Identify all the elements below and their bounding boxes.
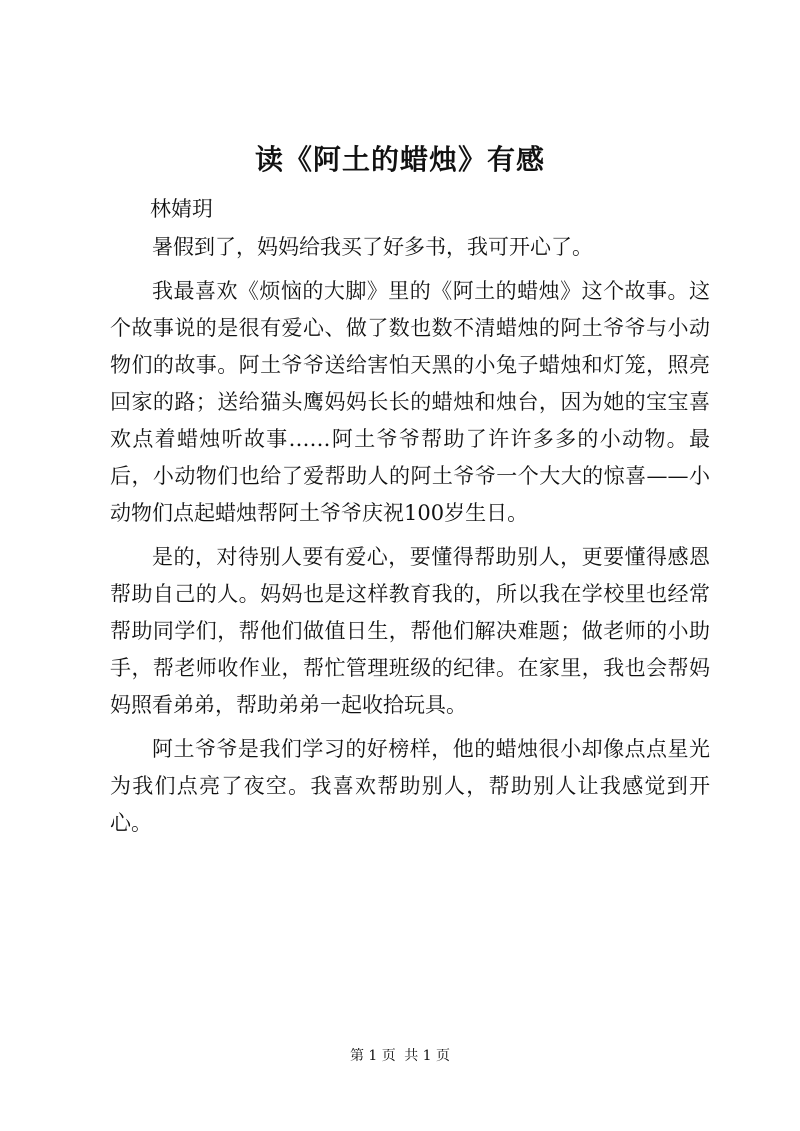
document-body [110,229,710,849]
author-name: 林婧玥 [150,197,213,221]
paragraph-4: 阿土爷爷是我们学习的好榜样，他的蜡烛很小却像点点星光为我们点亮了夜空。我喜欢帮助别人，帮助别人让我感觉到开心。 [110,737,710,835]
page-footer [0,1046,800,1066]
page-total: 共 1 页 [404,1048,451,1064]
paragraph-3: 是的，对待别人要有爱心，要懂得帮助别人，更要懂得感恩帮助自己的人。妈妈也是这样教育我的，所以我在学校里也经常帮助同学们，帮他们做值日生，帮他们解决难题；做老师的小助手，帮老师收作业，帮忙管理班级的纪律。在家里，我也会帮妈妈照看弟弟，帮助弟弟一起收拾玩具。 [110,545,710,717]
page-number: 第 1 页 [349,1048,396,1064]
document-title: 读《阿土的蜡烛》有感 [254,143,545,176]
paragraph-2: 我最喜欢《烦恼的大脚》里的《阿土的蜡烛》这个故事。这个故事说的是很有爱心、做了数也数不清蜡烛的阿土爷爷与小动物们的故事。阿土爷爷送给害怕天黑的小兔子蜡烛和灯笼，照亮回家的路；送给猫头鹰妈妈长长的蜡烛和烛台，因为她的宝宝喜欢点着蜡烛听故事……阿土爷爷帮助了许许多多的小动物。最后，小动物们也给了爱帮助人的阿土爷爷一个大大的惊喜——小动物们点起蜡烛帮阿土爷爷庆祝100岁生日。 [110,279,710,525]
paragraph-1: 暑假到了，妈妈给我买了好多书，我可开心了。 [152,235,593,259]
